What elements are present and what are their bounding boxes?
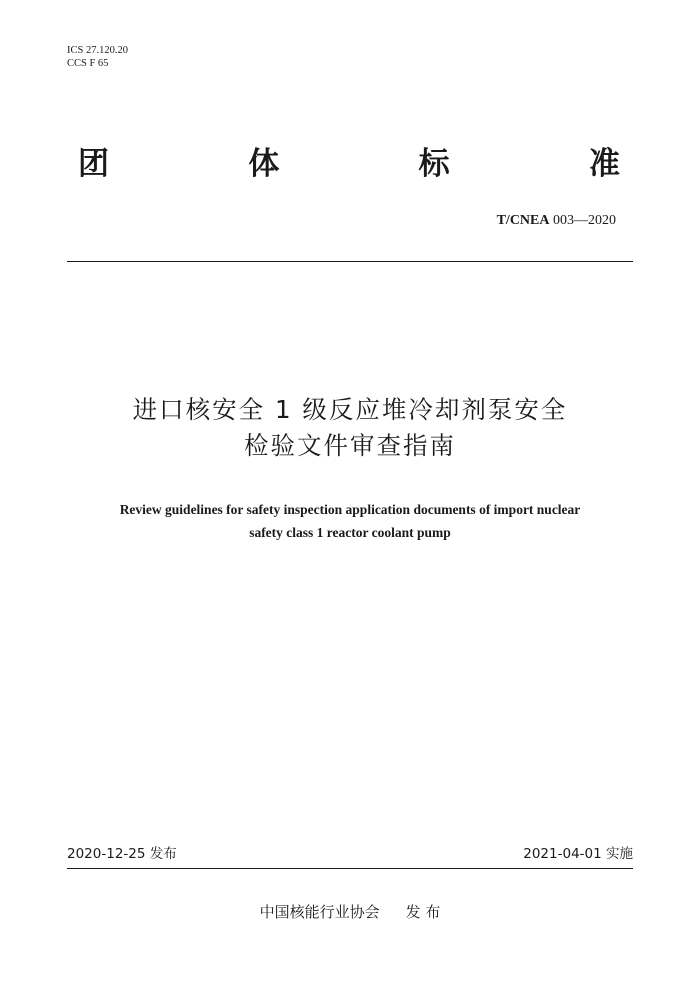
standard-type-char: 体 (248, 146, 280, 182)
standard-type-heading (78, 146, 620, 182)
english-title-line: Review guidelines for safety inspection application documents of import nuclear (119, 502, 581, 517)
english-title-line: safety class 1 reactor coolant pump (249, 525, 451, 540)
standard-type-char: 标 (418, 146, 450, 182)
date-row (67, 845, 633, 863)
bottom-divider (67, 868, 633, 869)
publish-verb: 发 布 (405, 903, 441, 921)
standard-type-char: 准 (588, 146, 620, 182)
implementation-date: 2021-04-01 实施 (523, 846, 633, 862)
issue-date: 2020-12-25 发布 (67, 846, 177, 862)
top-divider (67, 261, 633, 262)
chinese-title (0, 392, 700, 464)
chinese-title-line: 检验文件审查指南 (244, 431, 456, 460)
standard-number-prefix: T/CNEA (496, 213, 550, 228)
chinese-title-line: 进口核安全 1 级反应堆冷却剂泵安全 (132, 395, 568, 424)
publisher-name: 中国核能行业协会 (259, 903, 380, 921)
english-title (40, 498, 660, 544)
ics-code: ICS 27.120.20 (67, 45, 128, 56)
publisher-line (0, 902, 700, 922)
classification-codes (67, 44, 128, 70)
standard-type-char: 团 (78, 146, 109, 182)
standard-number-code: 003—2020 (553, 213, 616, 228)
standard-number (497, 213, 616, 229)
ccs-code: CCS F 65 (67, 58, 109, 69)
